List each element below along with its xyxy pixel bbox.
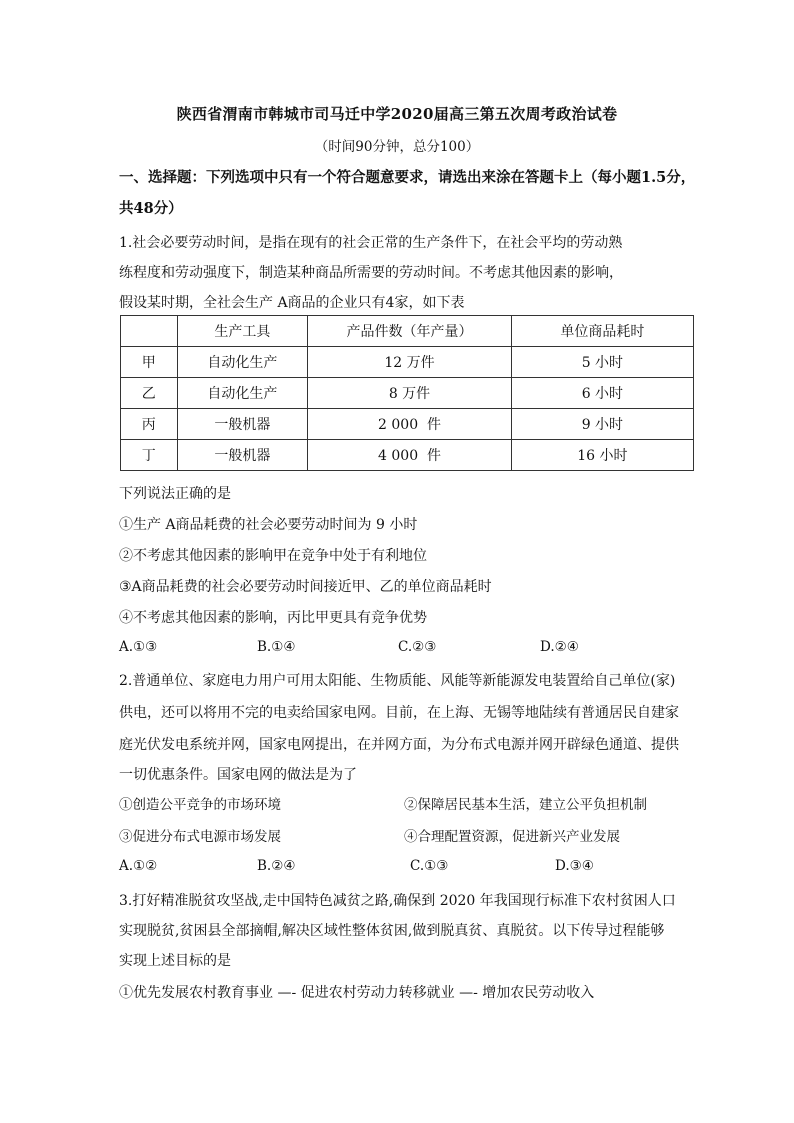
q2-stem-line-3: 庭光伏发电系统并网，国家电网提出，在并网方面，为分布式电源并网开辟绿色通道、提供 [119,737,679,753]
table-row [121,409,694,440]
q3-statement-1: ①优先发展农村教育事业 —- 促进农村劳动力转移就业 —- 增加农民劳动收入 [119,985,595,1001]
q2-statement-2: ②保障居民基本生活，建立公平负担机制 [404,797,647,813]
q1-stem-line-1: 1.社会必要劳动时间，是指在现有的社会正常的生产条件下，在社会平均的劳动熟 [119,235,623,251]
q2-option-d: D.③④ [555,858,594,874]
table-cell: 丁 [121,440,178,471]
table-cell: 2 000 件 [308,409,511,440]
exam-title: 陕西省渭南市韩城市司马迁中学2020届高三第五次周考政治试卷 [176,105,618,123]
q1-stem-line-3: 假设某时期，全社会生产 A商品的企业只有4家，如下表 [119,295,465,311]
q1-statement-1: ①生产 A商品耗费的社会必要劳动时间为 9 小时 [119,517,418,533]
table-row [121,378,694,409]
table-cell: 一般机器 [177,409,308,440]
q2-stem-line-1: 2.普通单位、家庭电力用户可用太阳能、生物质能、风能等新能源发电装置给自己单位(家) [119,673,676,689]
q1-option-a: A.①③ [119,639,158,655]
table-header-cell: 单位商品耗时 [511,316,693,347]
q1-statement-3: ③A商品耗费的社会必要劳动时间接近甲、乙的单位商品耗时 [119,579,492,595]
q1-option-d: D.②④ [540,639,579,655]
q1-statement-4: ④不考虑其他因素的影响，丙比甲更具有竞争优势 [119,610,427,626]
q1-option-b: B.①④ [257,639,296,655]
q1-option-c: C.②③ [398,639,437,655]
q2-option-a: A.①② [119,858,158,874]
table-row [121,440,694,471]
table-row [121,347,694,378]
q2-stem-line-4: 一切优惠条件。国家电网的做法是为了 [119,767,357,783]
q1-stem-line-2: 练程度和劳动强度下，制造某种商品所需要的劳动时间。不考虑其他因素的影响， [119,265,623,281]
q3-stem-line-2: 实现脱贫,贫困县全部摘帽,解决区域性整体贫困,做到脱真贫、真脱贫。以下传导过程能够 [119,923,665,939]
table-cell: 自动化生产 [177,347,308,378]
section-heading-line-1: 一、选择题：下列选项中只有一个符合题意要求，请选出来涂在答题卡上（每小题1.5分， [119,169,696,186]
q2-statement-3: ③促进分布式电源市场发展 [119,829,281,845]
table-cell: 甲 [121,347,178,378]
q2-statement-1: ①创造公平竞争的市场环境 [119,797,281,813]
q2-statement-4: ④合理配置资源，促进新兴产业发展 [404,829,620,845]
q2-option-b: B.②④ [257,858,296,874]
table-header-cell [121,316,178,347]
table-cell: 9 小时 [511,409,693,440]
table-cell: 5 小时 [511,347,693,378]
table-cell: 6 小时 [511,378,693,409]
q3-stem-line-3: 实现上述目标的是 [119,953,231,969]
table-header-cell: 生产工具 [177,316,308,347]
table-cell: 一般机器 [177,440,308,471]
section-heading-line-2: 共48分） [119,200,183,217]
table-cell: 乙 [121,378,178,409]
q2-stem-line-2: 供电，还可以将用不完的电卖给国家电网。目前，在上海、无锡等地陆续有普通居民自建家 [119,705,679,721]
table-header-cell: 产品件数（年产量） [308,316,511,347]
q1-prompt: 下列说法正确的是 [119,486,231,502]
table-cell: 自动化生产 [177,378,308,409]
q1-statement-2: ②不考虑其他因素的影响甲在竞争中处于有利地位 [119,548,427,564]
table-cell: 4 000 件 [308,440,511,471]
table-cell: 丙 [121,409,178,440]
exam-subtitle: （时间90分钟，总分100） [314,139,480,155]
table-header-row [121,316,694,347]
table-cell: 16 小时 [511,440,693,471]
q3-stem-line-1: 3.打好精准脱贫攻坚战,走中国特色减贫之路,确保到 2020 年我国现行标准下农村贫困人口 [119,893,676,909]
table-cell: 8 万件 [308,378,511,409]
q1-table [120,315,694,471]
q2-option-c: C.①③ [410,858,449,874]
table-cell: 12 万件 [308,347,511,378]
